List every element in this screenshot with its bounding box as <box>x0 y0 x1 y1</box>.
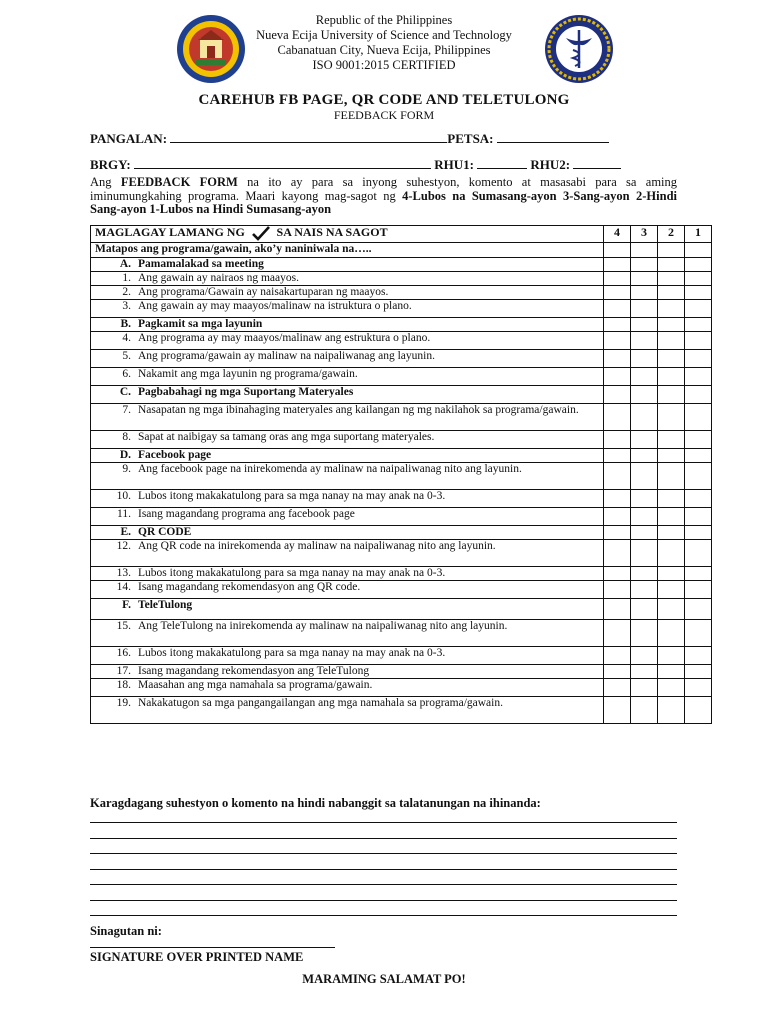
rating-cell-2[interactable] <box>658 679 685 697</box>
item-text: Ang facebook page na inirekomenda ay malinaw na naipaliwanag nito ang layunin. <box>138 463 522 475</box>
rating-cell-3[interactable] <box>631 404 658 431</box>
item-text: Isang magandang rekomendasyon ang QR code. <box>138 581 361 593</box>
item-number: 19. <box>116 697 131 709</box>
section-item <box>95 526 599 539</box>
rating-cell-4 <box>604 258 631 272</box>
rating-cell-4[interactable] <box>604 697 631 724</box>
item-number: 3. <box>122 300 131 312</box>
rating-cell-4[interactable] <box>604 540 631 567</box>
rating-cell-4[interactable] <box>604 679 631 697</box>
lead-text: Matapos ang programa/gawain, ako’y naniniwala na….. <box>91 243 604 258</box>
rating-cell-1[interactable] <box>685 540 712 567</box>
rating-cell-3[interactable] <box>631 697 658 724</box>
rating-cell-4[interactable] <box>604 581 631 599</box>
comment-line[interactable] <box>90 884 677 885</box>
item-number: 9. <box>122 463 131 475</box>
question-item <box>95 508 599 521</box>
rating-cell-3 <box>631 318 658 332</box>
pangalan-label: PANGALAN: <box>90 131 168 146</box>
question-row <box>91 404 712 431</box>
rating-cell-4[interactable] <box>604 332 631 350</box>
question-item <box>95 540 599 553</box>
question-item <box>95 300 599 313</box>
rating-cell-3[interactable] <box>631 286 658 300</box>
brgy-field[interactable] <box>134 156 431 169</box>
item-text: Pamamalakad sa meeting <box>138 258 264 270</box>
rating-cell-2[interactable] <box>658 647 685 665</box>
question-item <box>95 679 599 692</box>
rating-cell-2 <box>658 526 685 540</box>
item-number: 15. <box>116 620 131 632</box>
checkmark-icon <box>252 226 270 241</box>
rating-cell-1[interactable] <box>685 332 712 350</box>
item-text: Ang programa ay may maayos/malinaw ang estruktura o plano. <box>138 332 431 344</box>
question-item <box>95 332 599 345</box>
question-row <box>91 368 712 386</box>
rating-cell-3 <box>631 449 658 463</box>
comment-line[interactable] <box>90 869 677 870</box>
comment-line[interactable] <box>90 853 677 854</box>
rating-cell-1 <box>685 386 712 404</box>
section-row <box>91 386 712 404</box>
rating-cell-3[interactable] <box>631 463 658 490</box>
section-row <box>91 526 712 540</box>
item-number: D. <box>119 449 131 461</box>
item-text: Ang programa/gawain ay malinaw na naipaliwanag ang layunin. <box>138 350 435 362</box>
header-right-text: SA NAIS NA SAGOT <box>276 225 388 240</box>
rating-cell-1[interactable] <box>685 620 712 647</box>
thanks-text: MARAMING SALAMAT PO! <box>302 972 466 986</box>
scale-3: 3 <box>631 226 658 243</box>
letterhead <box>0 13 768 73</box>
rating-cell-1 <box>685 258 712 272</box>
question-row <box>91 490 712 508</box>
question-row <box>91 272 712 286</box>
item-text: Isang magandang rekomendasyon ang TeleTulong <box>138 665 370 677</box>
university-address: Cabanatuan City, Nueva Ecija, Philippines <box>277 43 491 57</box>
section-item <box>95 318 599 331</box>
petsa-label: PETSA: <box>447 131 494 146</box>
rating-cell-1[interactable] <box>685 490 712 508</box>
rating-cell-1[interactable] <box>685 404 712 431</box>
table-header-row <box>91 226 712 243</box>
item-number: A. <box>119 258 131 270</box>
brgy-label: BRGY: <box>90 157 131 172</box>
rating-cell-4 <box>604 318 631 332</box>
item-number: 12. <box>116 540 131 552</box>
rating-cell-1 <box>685 526 712 540</box>
rating-cell-4 <box>604 449 631 463</box>
rating-cell-3[interactable] <box>631 665 658 679</box>
rating-cell-3[interactable] <box>631 508 658 526</box>
section-row <box>91 258 712 272</box>
question-item <box>95 350 599 363</box>
item-number: 5. <box>122 350 131 362</box>
item-number: 7. <box>122 404 131 416</box>
question-item <box>95 463 599 476</box>
document-subtitle: FEEDBACK FORM <box>333 108 435 122</box>
question-row <box>91 300 712 318</box>
rating-cell-3[interactable] <box>631 490 658 508</box>
question-row <box>91 567 712 581</box>
item-text: Ang TeleTulong na inirekomenda ay malinaw na naipaliwanag nito ang layunin. <box>138 620 508 632</box>
rating-cell-1[interactable] <box>685 286 712 300</box>
rating-cell-2[interactable] <box>658 581 685 599</box>
rating-cell-4[interactable] <box>604 404 631 431</box>
feedback-table <box>90 225 712 724</box>
item-text: Nasapatan ng mga ibinahaging materyales ang kailangan ng mg nakilahok sa programa/gawain. <box>138 404 579 416</box>
petsa-field[interactable] <box>497 130 609 143</box>
rating-cell-2[interactable] <box>658 567 685 581</box>
item-text: Lubos itong makakatulong para sa mga nanay na may anak na 0-3. <box>138 647 446 659</box>
question-row <box>91 540 712 567</box>
item-text: TeleTulong <box>138 599 193 611</box>
question-item <box>95 665 599 678</box>
rating-cell-3 <box>631 386 658 404</box>
item-text: QR CODE <box>138 526 192 538</box>
comment-line[interactable] <box>90 900 677 901</box>
comment-line[interactable] <box>90 838 677 839</box>
rating-cell-1 <box>685 449 712 463</box>
rating-cell-2[interactable] <box>658 697 685 724</box>
rating-cell-2[interactable] <box>658 332 685 350</box>
item-number: 4. <box>122 332 131 344</box>
item-number: 1. <box>122 272 131 284</box>
item-text: Nakamit ang mga layunin ng programa/gawain. <box>138 368 358 380</box>
item-text: Nakakatugon sa mga pangangailangan ang mga namahala sa programa/gawain. <box>138 697 503 709</box>
rating-cell-4[interactable] <box>604 567 631 581</box>
item-text: Pagkamit sa mga layunin <box>138 318 263 330</box>
question-item <box>95 697 599 710</box>
rating-cell-1[interactable] <box>685 272 712 286</box>
item-text: Ang programa/Gawain ay naisakartuparan ng maayos. <box>138 286 389 298</box>
question-row <box>91 665 712 679</box>
question-row <box>91 679 712 697</box>
university-name: Nueva Ecija University of Science and Technology <box>256 28 512 42</box>
rating-cell-4 <box>604 526 631 540</box>
rating-cell-1[interactable] <box>685 431 712 449</box>
question-row <box>91 350 712 368</box>
item-number: 16. <box>116 647 131 659</box>
comment-line[interactable] <box>90 822 677 823</box>
question-row <box>91 581 712 599</box>
rating-cell-1[interactable] <box>685 350 712 368</box>
question-item <box>95 368 599 381</box>
rating-cell-2[interactable] <box>658 431 685 449</box>
rating-cell-2[interactable] <box>658 350 685 368</box>
rating-cell-2[interactable] <box>658 490 685 508</box>
rating-cell-3[interactable] <box>631 368 658 386</box>
question-row <box>91 332 712 350</box>
question-row <box>91 286 712 300</box>
rating-cell-1[interactable] <box>685 647 712 665</box>
rating-cell-3[interactable] <box>631 567 658 581</box>
rating-cell-2[interactable] <box>658 665 685 679</box>
rating-cell-2 <box>658 599 685 620</box>
rating-cell-3[interactable] <box>631 431 658 449</box>
item-text: Ang QR code na inirekomenda ay malinaw na naipaliwanag nito ang layunin. <box>138 540 496 552</box>
rating-cell-2[interactable] <box>658 404 685 431</box>
rating-cell-3[interactable] <box>631 620 658 647</box>
rating-cell-4[interactable] <box>604 368 631 386</box>
rating-cell-1[interactable] <box>685 697 712 724</box>
rating-cell-2[interactable] <box>658 463 685 490</box>
question-item <box>95 647 599 660</box>
rating-cell-2[interactable] <box>658 540 685 567</box>
rating-cell-4[interactable] <box>604 490 631 508</box>
rating-cell-4[interactable] <box>604 508 631 526</box>
section-row <box>91 599 712 620</box>
rating-cell-1[interactable] <box>685 300 712 318</box>
rating-cell-2[interactable] <box>658 286 685 300</box>
item-text: Pagbabahagi ng mga Suportang Materyales <box>138 386 354 398</box>
rating-cell-2 <box>658 318 685 332</box>
rating-cell-3[interactable] <box>631 272 658 286</box>
item-number: F. <box>122 599 131 611</box>
rhu2-field[interactable] <box>573 156 621 169</box>
instructions <box>90 176 677 217</box>
rating-cell-1 <box>685 318 712 332</box>
rating-cell-2 <box>658 258 685 272</box>
rating-cell-2[interactable] <box>658 620 685 647</box>
question-item <box>95 272 599 285</box>
question-item <box>95 620 599 633</box>
rating-cell-1 <box>685 599 712 620</box>
section-item <box>95 449 599 462</box>
question-item <box>95 286 599 299</box>
item-number: B. <box>120 318 131 330</box>
question-item <box>95 567 599 580</box>
document-title: CAREHUB FB PAGE, QR CODE AND TELETULONG <box>198 92 570 108</box>
section-row <box>91 449 712 463</box>
item-number: 13. <box>116 567 131 579</box>
question-row <box>91 620 712 647</box>
item-number: 17. <box>116 665 131 677</box>
section-row <box>91 318 712 332</box>
rating-cell-2 <box>658 386 685 404</box>
iso-certification: ISO 9001:2015 CERTIFIED <box>312 58 456 72</box>
question-row <box>91 431 712 449</box>
question-item <box>95 431 599 444</box>
rating-cell-3[interactable] <box>631 647 658 665</box>
rating-cell-4[interactable] <box>604 286 631 300</box>
rating-cell-4[interactable] <box>604 272 631 286</box>
question-row <box>91 697 712 724</box>
rating-cell-2[interactable] <box>658 300 685 318</box>
rating-cell-4[interactable] <box>604 300 631 318</box>
item-number: C. <box>119 386 131 398</box>
rating-cell-4[interactable] <box>604 665 631 679</box>
section-item <box>95 386 599 399</box>
rating-cell-4[interactable] <box>604 350 631 368</box>
rating-cell-1[interactable] <box>685 581 712 599</box>
rating-cell-4[interactable] <box>604 647 631 665</box>
sinagutan-label: Sinagutan ni: <box>90 924 162 938</box>
rating-cell-3[interactable] <box>631 540 658 567</box>
item-number: 8. <box>122 431 131 443</box>
item-number: 6. <box>122 368 131 380</box>
lead-row <box>91 243 712 258</box>
rating-cell-1[interactable] <box>685 463 712 490</box>
question-row <box>91 508 712 526</box>
rating-cell-4[interactable] <box>604 431 631 449</box>
question-item <box>95 404 599 417</box>
question-row <box>91 463 712 490</box>
rhu1-label: RHU1: <box>434 157 474 172</box>
intro-text-1: Ang <box>90 175 112 189</box>
republic-line: Republic of the Philippines <box>315 13 453 27</box>
section-item <box>95 258 599 271</box>
signature-line[interactable] <box>90 947 335 948</box>
rating-cell-1[interactable] <box>685 679 712 697</box>
rating-scale-legend: 4-Lubos na Sumasang-ayon 3-Sang-ayon 2-Hindi Sang-ayon 1-Lubos na Hindi Sumasang-ayon <box>90 188 677 216</box>
rating-cell-3[interactable] <box>631 679 658 697</box>
rating-cell-4[interactable] <box>604 463 631 490</box>
intro-text-2: FEEDBACK FORM <box>120 175 238 189</box>
rating-cell-1[interactable] <box>685 368 712 386</box>
item-text: Lubos itong makakatulong para sa mga nanay na may anak na 0-3. <box>138 490 446 502</box>
item-text: Ang gawain ay nairaos ng maayos. <box>138 272 299 284</box>
rating-cell-1[interactable] <box>685 508 712 526</box>
comments-label: Karagdagang suhestyon o komento na hindi nabanggit sa talatanungan na ihinanda: <box>90 796 541 810</box>
item-text: Facebook page <box>138 449 212 461</box>
scale-2: 2 <box>658 226 685 243</box>
question-item <box>95 581 599 594</box>
scale-1: 1 <box>685 226 712 243</box>
rating-cell-4 <box>604 599 631 620</box>
item-number: 14. <box>116 581 131 593</box>
rhu2-label: RHU2: <box>530 157 571 172</box>
question-item <box>95 490 599 503</box>
item-number: 10. <box>116 490 131 502</box>
question-row <box>91 647 712 665</box>
item-text: Ang gawain ay may maayos/malinaw na istruktura o plano. <box>138 300 412 312</box>
rating-cell-3[interactable] <box>631 350 658 368</box>
scale-4: 4 <box>604 226 631 243</box>
item-number: 18. <box>116 679 131 691</box>
rating-cell-3[interactable] <box>631 332 658 350</box>
rating-cell-4 <box>604 386 631 404</box>
comment-line[interactable] <box>90 915 677 916</box>
rating-cell-3[interactable] <box>631 300 658 318</box>
item-text: Maasahan ang mga namahala sa programa/gawain. <box>138 679 373 691</box>
item-number: 2. <box>122 286 131 298</box>
rating-cell-2[interactable] <box>658 368 685 386</box>
rating-cell-3 <box>631 599 658 620</box>
rating-cell-1[interactable] <box>685 665 712 679</box>
rhu1-field[interactable] <box>477 156 527 169</box>
item-text: Lubos itong makakatulong para sa mga nanay na may anak na 0-3. <box>138 567 446 579</box>
rating-cell-2[interactable] <box>658 272 685 286</box>
signature-label: SIGNATURE OVER PRINTED NAME <box>90 950 304 964</box>
intro-text-3: na ito ay para sa inyong suhestyon, komento at masasabi para sa aming iminumungkahing programa. Maari kayong mag-sagot ng <box>90 175 678 203</box>
rating-cell-3[interactable] <box>631 581 658 599</box>
rating-cell-3 <box>631 526 658 540</box>
item-text: Isang magandang programa ang facebook page <box>138 508 355 520</box>
pangalan-field[interactable] <box>170 130 447 143</box>
header-left-text: MAGLAGAY LAMANG NG <box>95 225 245 240</box>
rating-cell-1[interactable] <box>685 567 712 581</box>
item-number: E. <box>120 526 131 538</box>
rating-cell-4[interactable] <box>604 620 631 647</box>
item-number: 11. <box>117 508 131 520</box>
rating-cell-2 <box>658 449 685 463</box>
item-text: Sapat at naibigay sa tamang oras ang mga suportang materyales. <box>138 431 435 443</box>
rating-cell-2[interactable] <box>658 508 685 526</box>
section-item <box>95 599 599 612</box>
rating-cell-3 <box>631 258 658 272</box>
